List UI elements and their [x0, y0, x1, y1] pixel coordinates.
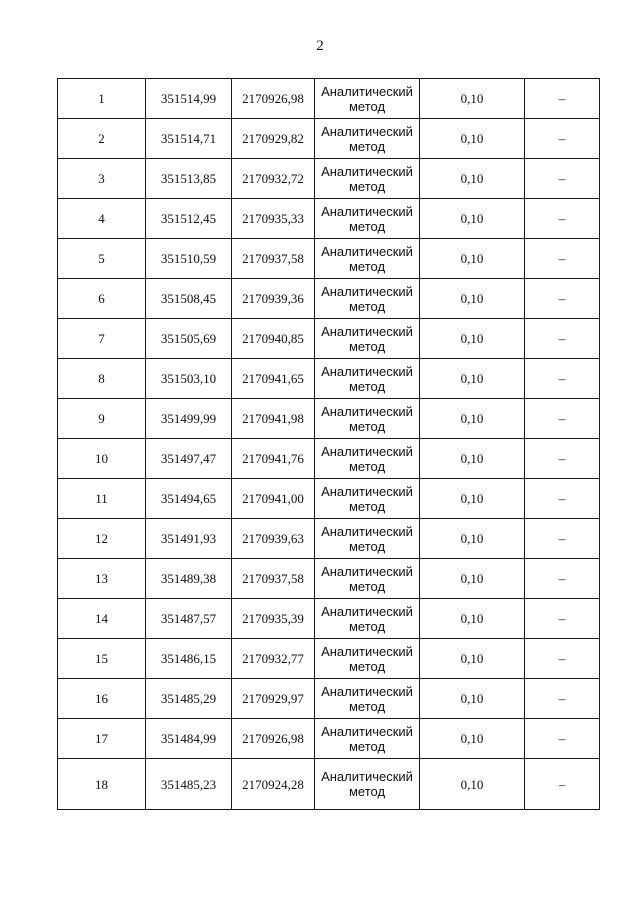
precision-cell: 0,10 [420, 79, 525, 119]
y-coordinate-cell: 2170939,36 [232, 279, 315, 319]
point-number-cell: 3 [58, 159, 146, 199]
x-coordinate-cell: 351499,99 [146, 399, 232, 439]
y-coordinate-cell: 2170932,77 [232, 639, 315, 679]
table-row [58, 639, 600, 679]
y-coordinate-cell: 2170941,00 [232, 479, 315, 519]
point-number-cell: 9 [58, 399, 146, 439]
table-row [58, 319, 600, 359]
method-cell: Аналитический метод [315, 79, 420, 119]
precision-cell: 0,10 [420, 519, 525, 559]
y-coordinate-cell: 2170924,28 [232, 759, 315, 810]
y-coordinate-cell: 2170941,65 [232, 359, 315, 399]
y-coordinate-cell: 2170937,58 [232, 559, 315, 599]
x-coordinate-cell: 351514,71 [146, 119, 232, 159]
note-cell: – [525, 519, 600, 559]
x-coordinate-cell: 351485,23 [146, 759, 232, 810]
point-number-cell: 17 [58, 719, 146, 759]
y-coordinate-cell: 2170935,33 [232, 199, 315, 239]
method-cell: Аналитический метод [315, 519, 420, 559]
point-number-cell: 10 [58, 439, 146, 479]
point-number-cell: 4 [58, 199, 146, 239]
method-cell: Аналитический метод [315, 279, 420, 319]
note-cell: – [525, 319, 600, 359]
method-cell: Аналитический метод [315, 639, 420, 679]
point-number-cell: 13 [58, 559, 146, 599]
point-number-cell: 12 [58, 519, 146, 559]
note-cell: – [525, 359, 600, 399]
table-row [58, 719, 600, 759]
note-cell: – [525, 599, 600, 639]
x-coordinate-cell: 351512,45 [146, 199, 232, 239]
precision-cell: 0,10 [420, 599, 525, 639]
method-cell: Аналитический метод [315, 679, 420, 719]
method-cell: Аналитический метод [315, 479, 420, 519]
point-number-cell: 14 [58, 599, 146, 639]
table-row [58, 679, 600, 719]
x-coordinate-cell: 351494,65 [146, 479, 232, 519]
note-cell: – [525, 559, 600, 599]
precision-cell: 0,10 [420, 679, 525, 719]
table-row [58, 239, 600, 279]
table-row [58, 279, 600, 319]
method-cell: Аналитический метод [315, 399, 420, 439]
precision-cell: 0,10 [420, 359, 525, 399]
note-cell: – [525, 759, 600, 810]
y-coordinate-cell: 2170940,85 [232, 319, 315, 359]
method-cell: Аналитический метод [315, 759, 420, 810]
y-coordinate-cell: 2170937,58 [232, 239, 315, 279]
point-number-cell: 7 [58, 319, 146, 359]
page-number: 2 [316, 38, 324, 54]
precision-cell: 0,10 [420, 759, 525, 810]
precision-cell: 0,10 [420, 159, 525, 199]
note-cell: – [525, 399, 600, 439]
note-cell: – [525, 279, 600, 319]
note-cell: – [525, 719, 600, 759]
y-coordinate-cell: 2170939,63 [232, 519, 315, 559]
precision-cell: 0,10 [420, 559, 525, 599]
table-row [58, 119, 600, 159]
point-number-cell: 1 [58, 79, 146, 119]
point-number-cell: 18 [58, 759, 146, 810]
table-row [58, 79, 600, 119]
x-coordinate-cell: 351491,93 [146, 519, 232, 559]
note-cell: – [525, 199, 600, 239]
precision-cell: 0,10 [420, 439, 525, 479]
point-number-cell: 5 [58, 239, 146, 279]
precision-cell: 0,10 [420, 479, 525, 519]
y-coordinate-cell: 2170932,72 [232, 159, 315, 199]
x-coordinate-cell: 351510,59 [146, 239, 232, 279]
table-row [58, 199, 600, 239]
y-coordinate-cell: 2170935,39 [232, 599, 315, 639]
method-cell: Аналитический метод [315, 559, 420, 599]
method-cell: Аналитический метод [315, 359, 420, 399]
precision-cell: 0,10 [420, 279, 525, 319]
note-cell: – [525, 159, 600, 199]
note-cell: – [525, 479, 600, 519]
x-coordinate-cell: 351508,45 [146, 279, 232, 319]
y-coordinate-cell: 2170929,82 [232, 119, 315, 159]
point-number-cell: 15 [58, 639, 146, 679]
method-cell: Аналитический метод [315, 319, 420, 359]
precision-cell: 0,10 [420, 199, 525, 239]
table-row [58, 479, 600, 519]
precision-cell: 0,10 [420, 719, 525, 759]
point-number-cell: 11 [58, 479, 146, 519]
x-coordinate-cell: 351486,15 [146, 639, 232, 679]
precision-cell: 0,10 [420, 319, 525, 359]
table-row [58, 759, 600, 810]
x-coordinate-cell: 351497,47 [146, 439, 232, 479]
note-cell: – [525, 639, 600, 679]
y-coordinate-cell: 2170926,98 [232, 79, 315, 119]
y-coordinate-cell: 2170926,98 [232, 719, 315, 759]
table-row [58, 399, 600, 439]
method-cell: Аналитический метод [315, 159, 420, 199]
coordinates-table-body [58, 79, 600, 810]
method-cell: Аналитический метод [315, 719, 420, 759]
x-coordinate-cell: 351514,99 [146, 79, 232, 119]
x-coordinate-cell: 351503,10 [146, 359, 232, 399]
point-number-cell: 8 [58, 359, 146, 399]
note-cell: – [525, 79, 600, 119]
y-coordinate-cell: 2170941,76 [232, 439, 315, 479]
y-coordinate-cell: 2170941,98 [232, 399, 315, 439]
table-row [58, 559, 600, 599]
note-cell: – [525, 439, 600, 479]
precision-cell: 0,10 [420, 119, 525, 159]
method-cell: Аналитический метод [315, 119, 420, 159]
table-row [58, 439, 600, 479]
table-row [58, 159, 600, 199]
x-coordinate-cell: 351489,38 [146, 559, 232, 599]
precision-cell: 0,10 [420, 639, 525, 679]
precision-cell: 0,10 [420, 239, 525, 279]
method-cell: Аналитический метод [315, 199, 420, 239]
method-cell: Аналитический метод [315, 599, 420, 639]
table-row [58, 359, 600, 399]
note-cell: – [525, 679, 600, 719]
table-row [58, 519, 600, 559]
point-number-cell: 2 [58, 119, 146, 159]
coordinates-table [57, 78, 600, 810]
x-coordinate-cell: 351505,69 [146, 319, 232, 359]
y-coordinate-cell: 2170929,97 [232, 679, 315, 719]
method-cell: Аналитический метод [315, 439, 420, 479]
precision-cell: 0,10 [420, 399, 525, 439]
point-number-cell: 6 [58, 279, 146, 319]
note-cell: – [525, 239, 600, 279]
x-coordinate-cell: 351487,57 [146, 599, 232, 639]
note-cell: – [525, 119, 600, 159]
method-cell: Аналитический метод [315, 239, 420, 279]
x-coordinate-cell: 351484,99 [146, 719, 232, 759]
table-row [58, 599, 600, 639]
x-coordinate-cell: 351485,29 [146, 679, 232, 719]
point-number-cell: 16 [58, 679, 146, 719]
x-coordinate-cell: 351513,85 [146, 159, 232, 199]
